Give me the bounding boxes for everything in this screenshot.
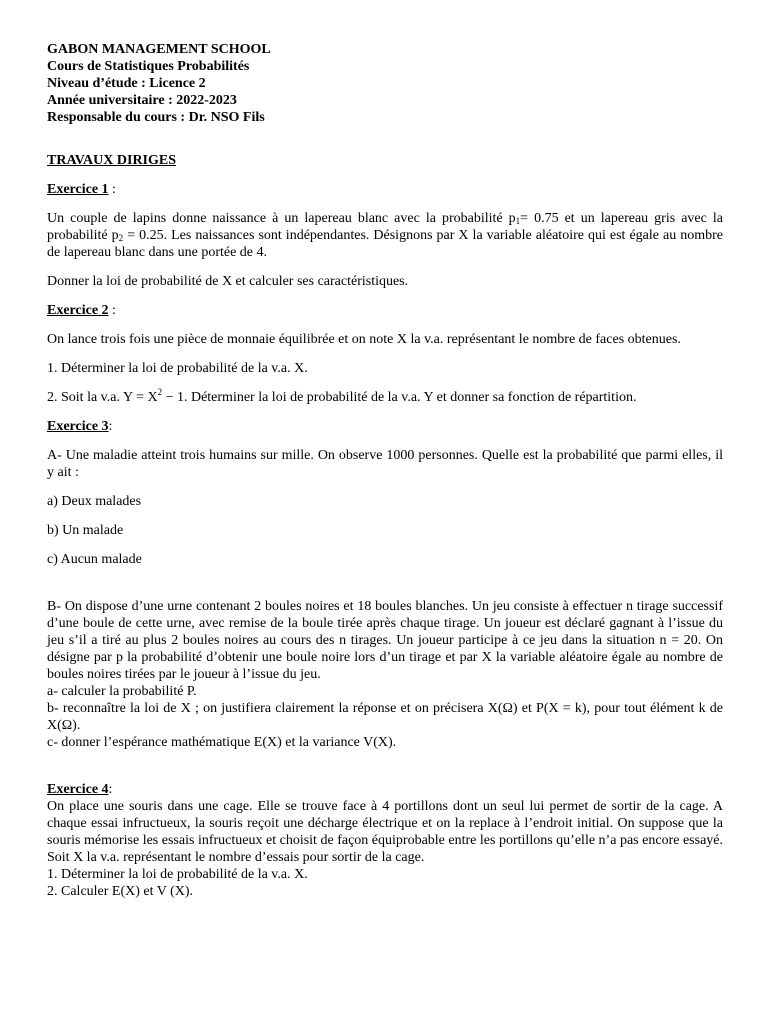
exercise-1-question: Donner la loi de probabilité de X et calculer ses caractéristiques. bbox=[47, 274, 409, 289]
exercise-title: Exercice 2 bbox=[47, 303, 109, 318]
exercise-4-question-1: 1. Déterminer la loi de probabilité de la v.a. X. bbox=[47, 867, 308, 882]
exercise-3-b-item-1: a- calculer la probabilité P. bbox=[47, 684, 197, 699]
exercise-title: Exercice 3 bbox=[47, 419, 109, 434]
exercise-4-statement: On place une souris dans une cage. Elle se trouve face à 4 portillons dont un seul lui permet de sortir de la cage. A chaque essai infructueux, la souris reçoit une décharge électrique et on la replace à l’endroit initial. On suppose que la souris mémorise les essais infructueux et choisit de façon équiprobable entre les portillons qu’elle n’a pas encore essayé. Soit X la v.a. représentant le nombre d’essais pour sortir de la cage. bbox=[47, 799, 723, 865]
exercise-3-heading: Exercice 3: bbox=[47, 419, 113, 434]
exercise-4-question-2: 2. Calculer E(X) et V (X). bbox=[47, 884, 194, 899]
exercise-4-heading: Exercice 4: bbox=[47, 782, 113, 797]
exercise-1-heading: Exercice 1 : bbox=[47, 182, 116, 197]
exercise-2-question-2: 2. Soit la v.a. $Y = X^2 - 1$. Déterminer la loi de probabilité de la v.a. Y et donner sa fonction de répartition. bbox=[47, 387, 637, 405]
section-title: TRAVAUX DIRIGES bbox=[47, 153, 177, 168]
course-teacher: Responsable du cours : Dr. NSO Fils bbox=[47, 110, 265, 125]
study-level: Niveau d’étude : Licence 2 bbox=[47, 76, 206, 91]
academic-year: Année universitaire : 2022-2023 bbox=[47, 93, 237, 108]
school-name: GABON MANAGEMENT SCHOOL bbox=[47, 42, 271, 57]
exercise-3-part-a: A- Une maladie atteint trois humains sur mille. On observe 1000 personnes. Quelle est la probabilité que parmi elles, il y ait : bbox=[47, 448, 723, 480]
course-name: Cours de Statistiques Probabilités bbox=[47, 59, 250, 74]
exercise-2-question-1: 1. Déterminer la loi de probabilité de la v.a. X. bbox=[47, 361, 308, 376]
exercise-2-statement: On lance trois fois une pièce de monnaie équilibrée et on note X la v.a. représentant le nombre de faces obtenues. bbox=[47, 332, 681, 347]
exercise-3-a-item-1: a) Deux malades bbox=[47, 494, 142, 509]
exercise-3-b-item-3: c- donner l’espérance mathématique E(X) et la variance V(X). bbox=[47, 735, 397, 750]
exercise-2-heading: Exercice 2 : bbox=[47, 303, 116, 318]
exercise-3-b-item-2: b- reconnaître la loi de X ; on justifiera clairement la réponse et on précisera X(Ω) et P(X = k), pour tout élément k de X(Ω). bbox=[47, 701, 723, 733]
document-page bbox=[47, 41, 723, 900]
exercise-title: Exercice 1 bbox=[47, 182, 109, 197]
exercise-3-a-item-3: c) Aucun malade bbox=[47, 552, 142, 567]
exercise-1-statement: Un couple de lapins donne naissance à un lapereau blanc avec la probabilité $p_1= 0.75$ et un lapereau gris avec la probabilité $p_2 = 0.25$. Les naissances sont indépendantes. Désignons par X la variable aléatoire qui est égale au nombre de lapereau blanc dans une portée de 4. bbox=[47, 211, 723, 260]
exercise-3-a-item-2: b) Un malade bbox=[47, 523, 124, 538]
exercise-3-part-b: B- On dispose d’une urne contenant 2 boules noires et 18 boules blanches. Un jeu consiste à effectuer n tirage successif d’une boule de cette urne, avec remise de la boule tirée après chaque tirage. Un joueur est déclaré gagnant à l’issue du jeu s’il a tiré au plus 2 boules noires au cours des n tirages. Un joueur participe à ce jeu dans la situation n = 20. On désigne par p la probabilité d’obtenir une boule noire lors d’un tirage et par X la variable aléatoire égale au nombre de boules noires tirées par le joueur à l’issue du jeu. bbox=[47, 599, 723, 682]
exercise-title: Exercice 4 bbox=[47, 782, 109, 797]
